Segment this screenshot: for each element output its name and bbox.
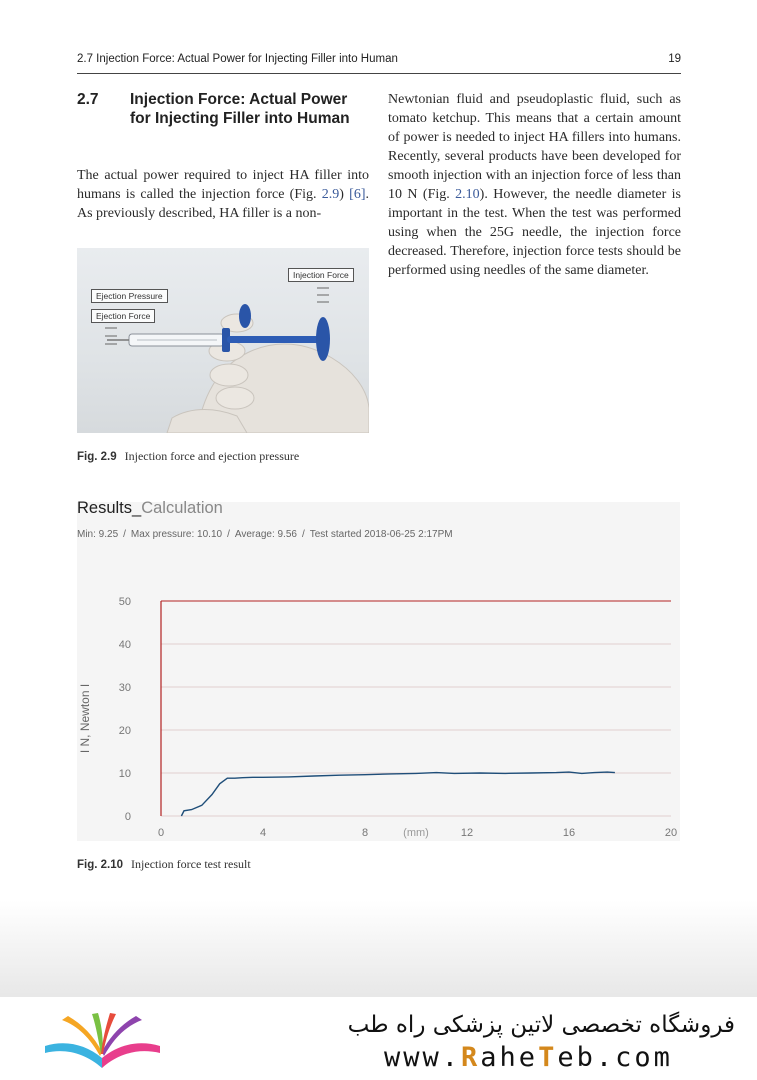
x-tick-label: 12 (460, 827, 474, 839)
url-accent-t: T (538, 1042, 558, 1073)
page-number: 19 (668, 53, 681, 65)
body-right-part1: Newtonian fluid and pseudoplastic fluid, such as tomato ketchup. This means that a certain amount of power is needed to inject HA fillers into humans. Recently, several products have been developed for smooth injection with an injection force of less than 10 N (Fig. (388, 92, 681, 202)
body-left-part1: The actual power required to inject HA filler into humans is called the injection force (Fig. (77, 168, 369, 202)
y-tick-label: 30 (118, 682, 131, 694)
chart-title (77, 499, 223, 518)
running-head-title: 2.7 Injection Force: Actual Power for Injecting Filler into Human (77, 53, 398, 65)
url-accent-r: R (461, 1042, 481, 1073)
url-part-ahe: ahe (480, 1042, 539, 1073)
y-axis-label: I N, Newton I (78, 683, 92, 754)
stat-test-started: Test started 2018-06-25 2:17PM (309, 529, 453, 540)
figure-2-10-caption-text: Injection force test result (131, 857, 251, 871)
figure-reference-link[interactable]: 2.10 (455, 187, 480, 202)
body-right-part2: ). However, the needle diameter is important in the test. When the test was performed using when the 25G needle, the injection force decreased. Therefore, injection force tests should be performed using needles of the same diameter. (388, 187, 682, 278)
y-tick-label: 40 (118, 639, 131, 651)
body-text-left (77, 166, 369, 223)
callout-ejection-force: Ejection Force (91, 309, 155, 323)
figure-2-9-caption (77, 449, 299, 464)
y-tick-label: 50 (118, 596, 131, 608)
chart-title-sub: Calculation (141, 499, 223, 517)
figure-2-9-caption-text: Injection force and ejection pressure (124, 449, 300, 463)
y-tick-label: 0 (124, 811, 131, 823)
body-left-part3: . As previously described, HA filler is a non- (77, 187, 369, 221)
store-name-persian: فروشگاه تخصصی لاتین پزشکی راه طب (347, 1012, 735, 1038)
body-text-right (388, 90, 681, 280)
x-tick-label: 20 (664, 827, 678, 839)
book-logo-icon (40, 1008, 165, 1070)
section-number: 2.7 (77, 91, 99, 108)
body-left-part2: ) (339, 187, 350, 202)
footer-shadow (0, 900, 757, 1000)
figure-2-10-label: Fig. 2.10 (77, 859, 124, 871)
figure-reference-link[interactable]: 2.9 (321, 187, 340, 202)
y-tick-label: 20 (118, 725, 131, 737)
section-title: Injection Force: Actual Power for Injecting Filler into Human (130, 91, 350, 127)
x-tick-label: 4 (259, 827, 267, 839)
x-tick-label: 16 (562, 827, 576, 839)
callout-ejection-pressure: Ejection Pressure (91, 289, 168, 303)
callout-injection-force: Injection Force (288, 268, 354, 282)
y-tick-label: 10 (118, 768, 131, 780)
running-head (77, 53, 681, 74)
x-tick-label: 8 (361, 827, 369, 839)
injection-force-series-line (181, 772, 615, 816)
syringe-photo (77, 248, 369, 433)
store-url[interactable] (384, 1042, 673, 1073)
chart-title-main: Results_ (77, 499, 142, 517)
stat-min: Min: 9.25 (77, 529, 119, 540)
figure-2-10-caption (77, 857, 251, 872)
figure-2-9-label: Fig. 2.9 (77, 451, 117, 463)
stat-max: Max pressure: 10.10 (130, 529, 223, 540)
url-suffix: eb.com (557, 1042, 673, 1073)
citation-link[interactable]: [6] (349, 187, 366, 202)
injection-force-chart (77, 560, 680, 845)
x-tick-label: 0 (157, 827, 165, 839)
stat-average: Average: 9.56 (234, 529, 297, 540)
chart-stats: Min: 9.25 / Max pressure: 10.10 / Average: 9.56 / Test started 2018-06-25 2:17PM (77, 529, 453, 540)
url-prefix: www. (384, 1042, 462, 1073)
x-axis-label: (mm) (403, 827, 429, 839)
